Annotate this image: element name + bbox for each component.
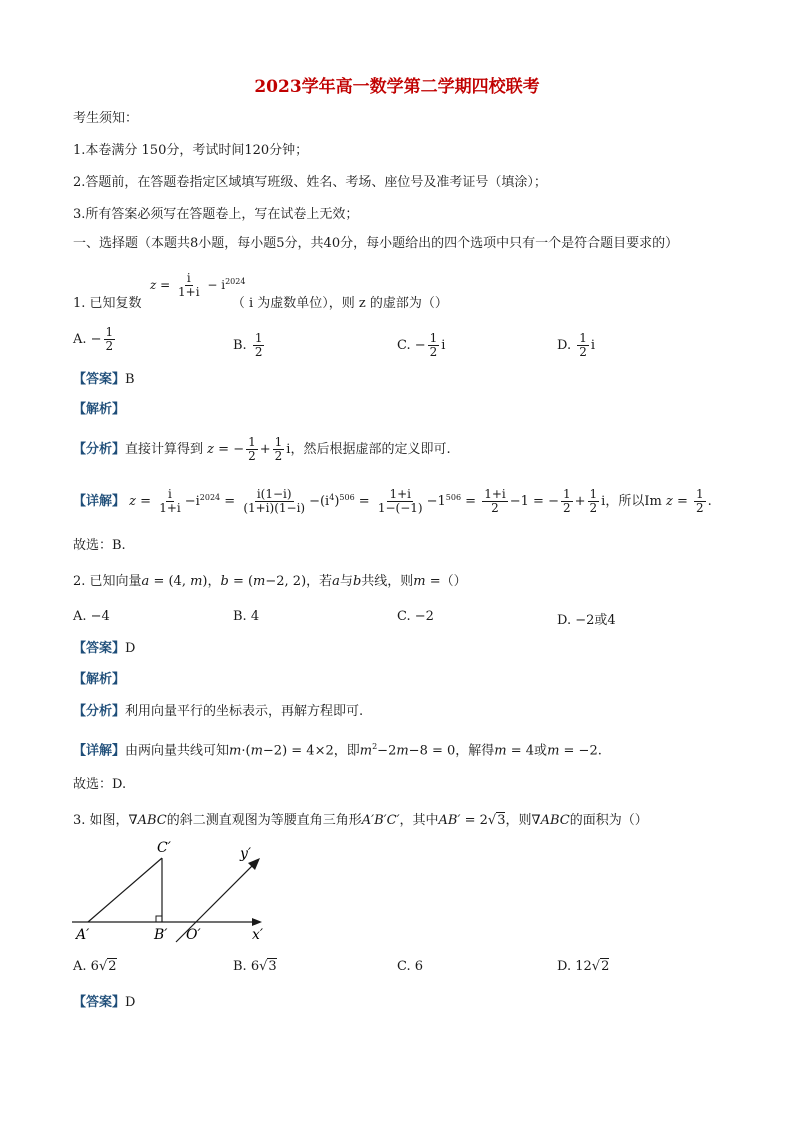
q1-answer [73, 371, 135, 389]
label-o: O′ [186, 927, 201, 943]
label-b: B′ [154, 927, 168, 943]
q2-conclusion: 故选：D. [73, 777, 127, 792]
q3-stem-mid2: ，其中 [399, 813, 439, 828]
label-c: C′ [157, 840, 171, 856]
q3-option-b-label: B. [233, 959, 251, 974]
xiangjie-label: 【详解】 [73, 494, 126, 510]
q1-conclusion: 故选：B. [73, 538, 126, 553]
q2-stem-end: （） [440, 574, 467, 589]
answer-label: 【答案】 [73, 641, 126, 656]
q2-option-c: C. −2 [397, 609, 434, 624]
side-ac [88, 858, 162, 922]
answer-label: 【答案】 [73, 372, 126, 387]
notice-item-3: 3.所有答案必须写在答题卷上，写在试卷上无效； [73, 207, 359, 222]
label-x: x′ [252, 927, 264, 943]
q1-option-a: A. − $\frac{1}{2}$ [73, 325, 114, 354]
q2-stem-mid: ，若 [306, 574, 333, 589]
q2-option-b: B. 4 [233, 609, 260, 624]
q3-stem-pre: 3. 如图， [73, 813, 129, 828]
q3-answer-value: D [125, 995, 136, 1010]
q2-answer [73, 640, 135, 658]
q2-stem: 2. 已知向量a = (4, m)，b = (m−2, 2)，若a与b共线，则m =（） [73, 574, 467, 589]
q1-option-b: B. $\frac{1}{2}$ [233, 331, 263, 360]
q3-option-a-label: A. [73, 959, 91, 974]
q1-fenxi-pre: 直接计算得到 [125, 442, 204, 458]
q3-stem-mid: 的斜二测直观图为等腰直角三角形 [166, 813, 362, 828]
q3-stem-end: 的面积为（） [569, 813, 648, 828]
q1-stem-suffix: （ i 为虚数单位），则 z 的虚部为（） [231, 296, 448, 311]
q2-xiangjie-or: 或 [534, 743, 548, 759]
q1-analysis-label [73, 401, 125, 419]
q2-answer-value: D [125, 641, 136, 656]
q2-analysis-label [73, 671, 125, 689]
q2-xiangjie-pre: 由两向量共线可知 [125, 743, 230, 759]
label-a: A′ [76, 927, 90, 943]
q1-xiangjie-post: ，所以 [605, 494, 645, 510]
q3-option-d: D. 12√2 [557, 959, 610, 974]
q1-xiangjie: 【详解】 z = $\frac{i}{1+i}$ $-i^{2024}$ = $\frac{i(1-i)}{(1+i)(1-i)}$ $-(i^4)^{506}$ = $\frac{1+i}{1-(-1)}$ $-1^{506}$ = $\frac{1+i}{2}$ −1 = − $\frac{1}{2}$ + $\frac{1}{2}$ i，所以Im z = $\frac{1}{2}$ . [73, 487, 712, 516]
fenxi-label: 【分析】 [73, 704, 126, 719]
q2-stem-and: 与 [339, 574, 353, 589]
page-title: 2023学年高一数学第二学期四校联考 [254, 77, 540, 97]
answer-label: 【答案】 [73, 995, 126, 1010]
q3-option-d-label: D. [557, 959, 576, 974]
q2-fenxi [73, 703, 363, 721]
q1-fenxi-post: ，然后根据虚部的定义即可. [290, 442, 451, 458]
q1-stem [73, 295, 448, 313]
q2-xiangjie-mid2: ，解得 [455, 743, 495, 759]
q2-stem-post: 共线，则 [361, 574, 414, 589]
q2-xiangjie-mid: ，即 [333, 743, 360, 759]
q3-figure [70, 838, 280, 948]
q1-option-d: D. $\frac{1}{2}$ i [557, 331, 596, 360]
q1-stem-label: 1. 已知复数 [73, 296, 142, 311]
right-angle-mark [156, 916, 162, 922]
notice-item-2: 2.答题前，在答题卷指定区域填写班级、姓名、考场、座位号及准考证号（填涂）； [73, 175, 547, 190]
q3-option-a: A. 6√2 [73, 959, 117, 974]
xiangjie-label: 【详解】 [73, 743, 126, 759]
q2-option-a: A. −4 [73, 609, 110, 624]
q1-fenxi: 【分析】直接计算得到 z = − $\frac{1}{2}$ + $\frac{1}{2}$ i，然后根据虚部的定义即可. [73, 435, 451, 464]
section-heading: 一、选择题（本题共8小题，每小题5分，共40分，每小题给出的四个选项中只有一个是符合题目要求的） [73, 236, 679, 251]
notice-heading: 考生须知： [73, 111, 139, 126]
q1-option-c: C. − $\frac{1}{2}$ i [397, 331, 446, 360]
fenxi-label: 【分析】 [73, 442, 126, 458]
q3-stem: 3. 如图，∇ABC的斜二测直观图为等腰直角三角形A′B′C′，其中AB′ = 2√3，则∇ABC的面积为（） [73, 813, 648, 828]
q3-stem-post: ，则 [505, 813, 532, 828]
q3-answer [73, 994, 135, 1012]
analysis-label: 【解析】 [73, 672, 126, 687]
q2-stem-pre: 2. 已知向量 [73, 574, 142, 589]
q1-answer-value: B [125, 372, 135, 387]
x-axis-arrow-icon [252, 918, 262, 926]
label-y: y′ [240, 846, 252, 862]
notice-item-1: 1.本卷满分 150分，考试时间120分钟； [73, 143, 309, 158]
q2-fenxi-text: 利用向量平行的坐标表示，再解方程即可. [125, 704, 364, 719]
q1-formula-top: z = $\frac{i}{1+i}$ − $i^{2024}$ [150, 271, 246, 300]
q2-option-d: D. −2或4 [557, 613, 616, 628]
q3-option-c: C. 6 [397, 959, 424, 974]
analysis-label: 【解析】 [73, 402, 126, 417]
q3-option-b: B. 6√3 [233, 959, 277, 974]
q2-xiangjie: 【详解】由两向量共线可知m·(m−2) = 4×2，即$m^2-2m-8 = 0$，解得m = 4或m = −2. [73, 742, 602, 759]
